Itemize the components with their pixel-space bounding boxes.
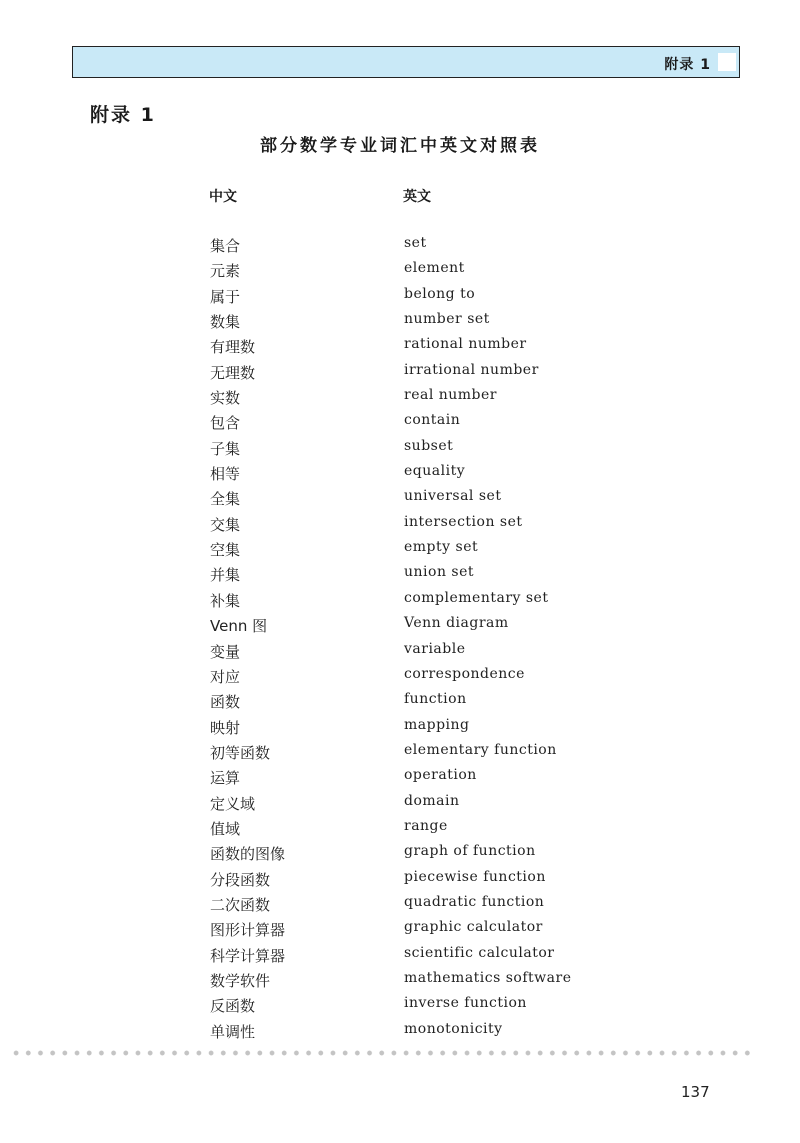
term-chinese: 科学计算器: [210, 946, 286, 965]
table-row: [0, 334, 800, 359]
term-chinese: 并集: [210, 566, 241, 585]
term-chinese: 对应: [210, 667, 241, 686]
term-chinese: Venn 图: [210, 617, 268, 636]
column-header-chinese: 中文: [209, 189, 237, 205]
term-chinese: 包含: [210, 414, 241, 433]
term-chinese: 值域: [210, 819, 241, 838]
term-chinese: 二次函数: [210, 895, 271, 914]
term-chinese: 图形计算器: [210, 921, 286, 940]
table-row: [0, 1019, 800, 1044]
term-chinese: 运算: [210, 769, 241, 788]
term-english: belong to: [404, 285, 476, 302]
term-chinese: 实数: [210, 389, 241, 408]
table-row: [0, 613, 800, 638]
term-english: mapping: [404, 716, 470, 733]
term-list: [0, 233, 800, 1044]
table-row: [0, 639, 800, 664]
term-chinese: 单调性: [210, 1022, 256, 1041]
table-row: [0, 892, 800, 917]
table-row: [0, 943, 800, 968]
term-chinese: 交集: [210, 515, 241, 534]
table-row: [0, 588, 800, 613]
term-english: quadratic function: [404, 893, 545, 910]
column-header-english: 英文: [403, 189, 431, 205]
table-row: [0, 562, 800, 587]
table-row: [0, 993, 800, 1018]
term-english: graphic calculator: [404, 919, 543, 936]
header-square-icon: [718, 53, 736, 71]
term-chinese: 元素: [210, 262, 241, 281]
term-chinese: 集合: [210, 237, 241, 255]
table-row: [0, 537, 800, 562]
term-chinese: 相等: [210, 465, 241, 484]
term-chinese: 有理数: [210, 338, 256, 357]
term-english: correspondence: [404, 665, 525, 682]
term-english: union set: [404, 564, 475, 581]
term-chinese: 初等函数: [210, 743, 271, 762]
term-english: graph of function: [404, 843, 536, 860]
term-english: subset: [404, 437, 454, 454]
table-row: [0, 258, 800, 283]
running-header-band: [72, 46, 740, 78]
table-row: [0, 715, 800, 740]
term-chinese: 全集: [210, 490, 241, 509]
table-row: [0, 233, 800, 258]
term-chinese: 分段函数: [210, 870, 271, 889]
table-row: [0, 284, 800, 309]
term-english: complementary set: [404, 589, 549, 606]
dotted-divider: [10, 1050, 750, 1056]
term-chinese: 无理数: [210, 363, 256, 382]
term-chinese: 补集: [210, 591, 241, 610]
table-row: [0, 968, 800, 993]
term-english: inverse function: [404, 995, 527, 1012]
term-english: intersection set: [404, 513, 523, 530]
term-english: set: [404, 235, 427, 251]
table-row: [0, 360, 800, 385]
term-english: equality: [404, 463, 466, 480]
term-english: operation: [404, 767, 477, 784]
table-row: [0, 689, 800, 714]
table-row: [0, 917, 800, 942]
term-chinese: 定义域: [210, 794, 256, 813]
term-chinese: 数学软件: [210, 971, 271, 990]
table-row: [0, 309, 800, 334]
term-chinese: 子集: [210, 439, 241, 458]
term-english: real number: [404, 387, 497, 404]
term-english: range: [404, 817, 448, 834]
term-chinese: 映射: [210, 718, 241, 737]
appendix-title: 附录 1: [90, 104, 156, 126]
table-row: [0, 765, 800, 790]
term-chinese: 函数: [210, 693, 241, 712]
table-row: [0, 385, 800, 410]
table-title: 部分数学专业词汇中英文对照表: [260, 136, 540, 156]
term-chinese: 空集: [210, 541, 241, 560]
term-chinese: 变量: [210, 642, 241, 661]
term-english: number set: [404, 311, 490, 328]
table-row: [0, 410, 800, 435]
term-english: element: [404, 260, 465, 277]
term-english: universal set: [404, 488, 502, 505]
term-english: domain: [404, 792, 460, 809]
term-english: function: [404, 691, 467, 708]
term-english: rational number: [404, 336, 527, 353]
term-chinese: 反函数: [210, 997, 256, 1016]
table-row: [0, 664, 800, 689]
term-english: mathematics software: [404, 969, 572, 986]
table-row: [0, 841, 800, 866]
table-row: [0, 867, 800, 892]
term-english: piecewise function: [404, 868, 546, 885]
term-english: variable: [404, 640, 466, 657]
page-number: 137: [681, 1083, 710, 1101]
table-row: [0, 816, 800, 841]
term-english: monotonicity: [404, 1020, 503, 1037]
table-row: [0, 740, 800, 765]
table-row: [0, 461, 800, 486]
term-english: empty set: [404, 539, 479, 556]
table-row: [0, 512, 800, 537]
table-row: [0, 486, 800, 511]
term-english: contain: [404, 412, 461, 429]
table-row: [0, 791, 800, 816]
term-english: Venn diagram: [404, 615, 509, 632]
running-header-label: 附录 1: [664, 57, 711, 73]
term-chinese: 数集: [210, 313, 241, 332]
table-row: [0, 436, 800, 461]
term-english: scientific calculator: [404, 944, 555, 961]
term-english: elementary function: [404, 741, 557, 758]
term-chinese: 属于: [210, 287, 241, 306]
term-english: irrational number: [404, 361, 539, 378]
term-chinese: 函数的图像: [210, 845, 286, 864]
